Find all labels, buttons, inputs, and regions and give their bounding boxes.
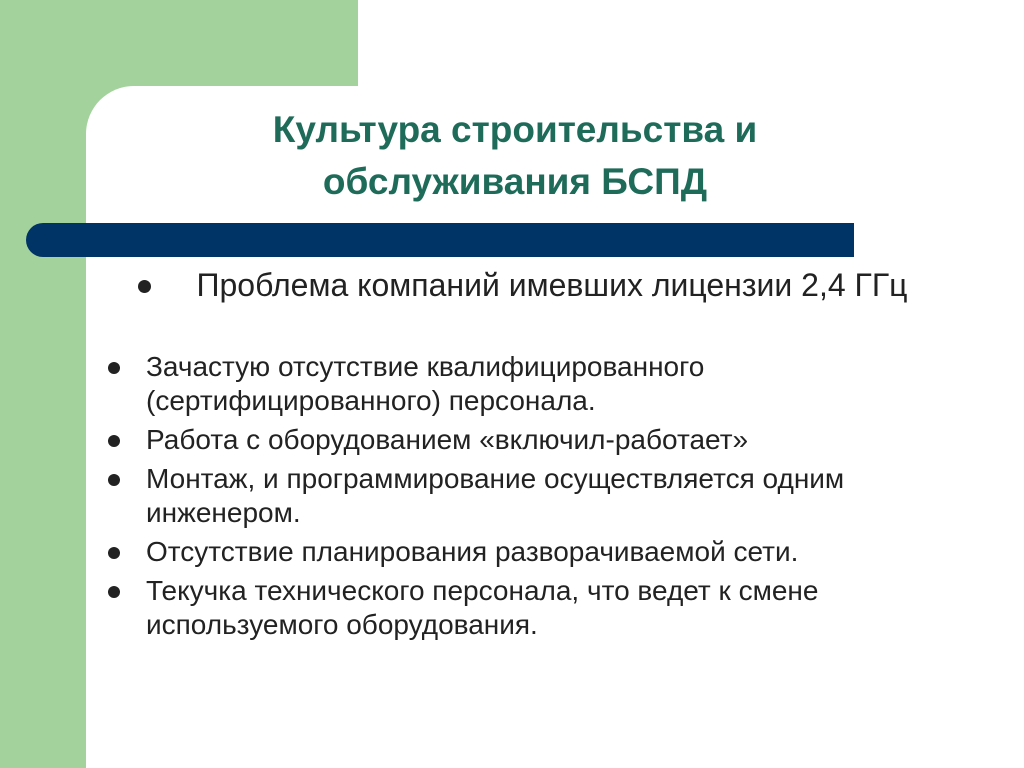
bullet-dot-icon [108,474,120,486]
list-item-text: Текучка технического персонала, что ведет к смене используемого оборудования. [146,575,819,640]
list-item [104,574,984,642]
list-item [104,535,984,569]
bullet-dot-icon [108,586,120,598]
subheading [132,266,932,304]
subheading-text: Проблема компаний имевших лицензии 2,4 ГГц [196,267,908,303]
bullet-dot-icon [108,362,120,374]
bullet-dot-icon [138,280,151,293]
title-underline-bar [26,223,854,257]
list-item [104,462,984,530]
bullet-dot-icon [108,547,120,559]
slide-title-line-1: Культура строительства и [272,109,758,150]
bullet-dot-icon [108,435,120,447]
list-item-text: Отсутствие планирования разворачиваемой сети. [146,536,799,567]
list-item-text: Монтаж, и программирование осуществляется одним инженером. [146,463,845,528]
list-item [104,423,984,457]
slide-title-line-2: обслуживания БСПД [322,161,708,202]
list-item [104,350,984,418]
list-item-text: Зачастую отсутствие квалифицированного (сертифицированного) персонала. [146,351,705,416]
list-item-text: Работа с оборудованием «включил-работает» [146,424,749,455]
bullet-list [104,350,984,647]
slide-title [140,104,890,208]
